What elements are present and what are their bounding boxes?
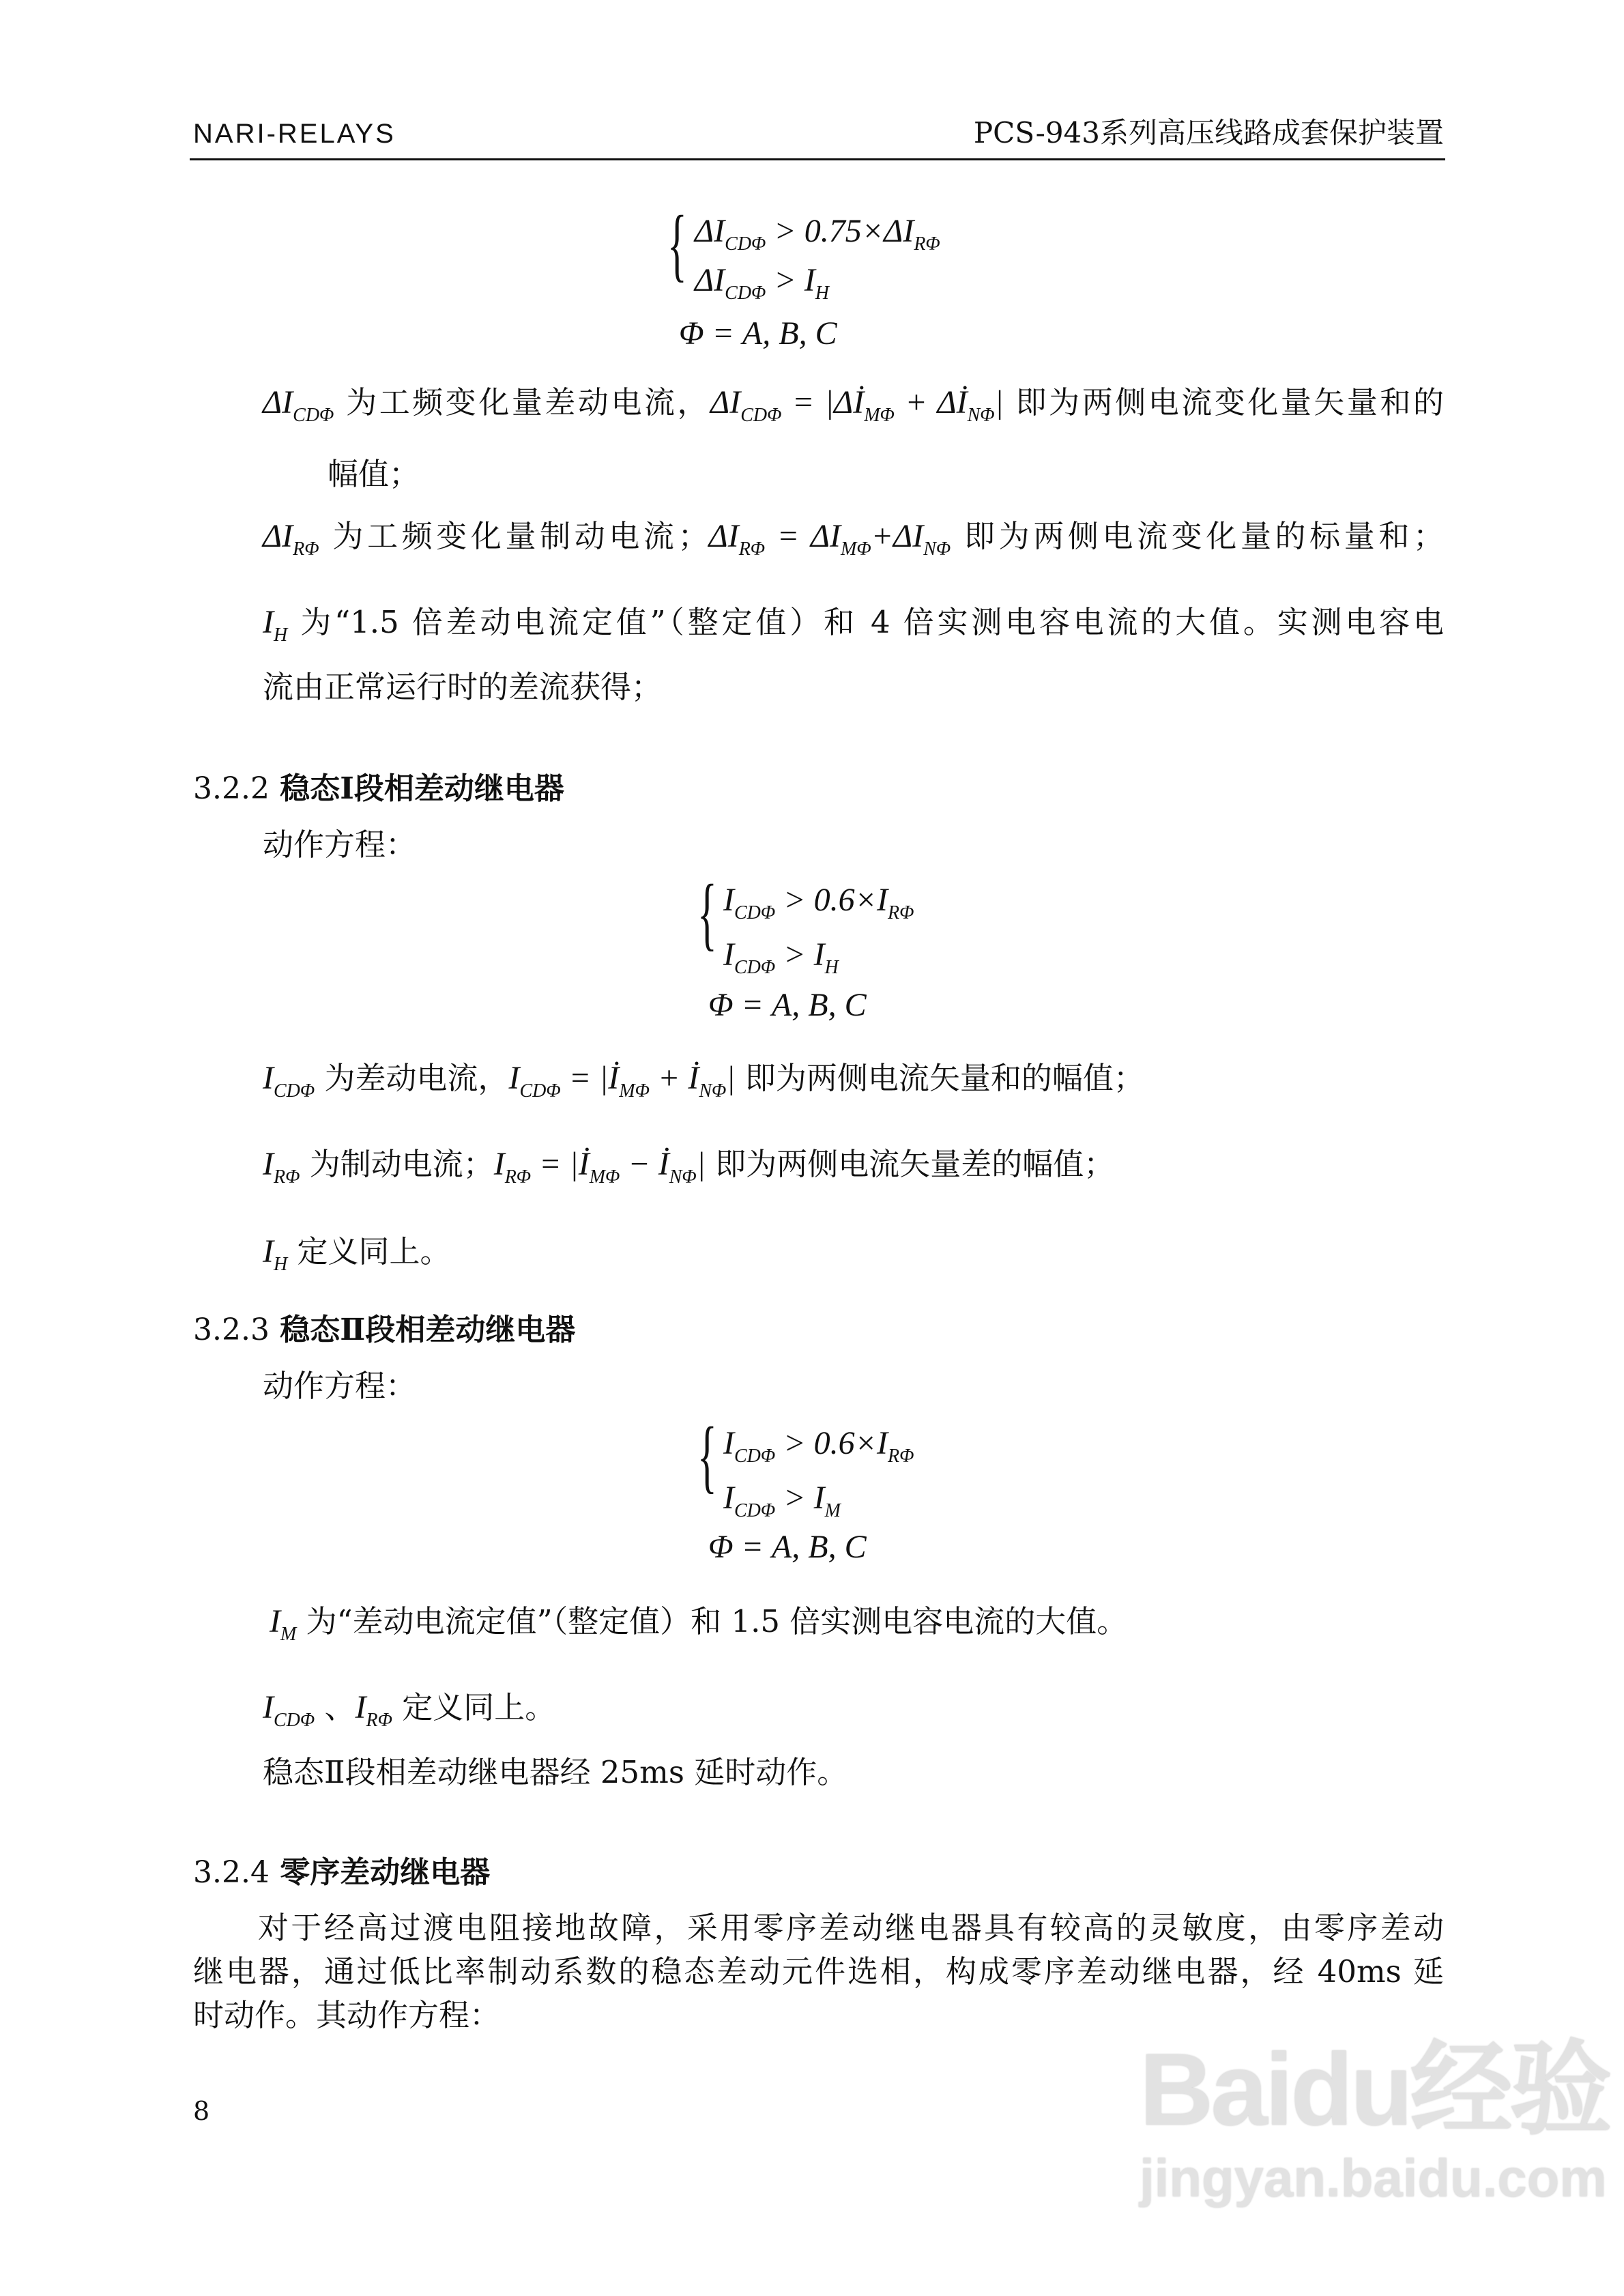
math-symbol: $I_{CD\Phi}$	[263, 1689, 315, 1731]
math-subscript: CDΦ	[519, 1080, 561, 1102]
math-symbol: $I_{CD\Phi}$	[723, 882, 776, 923]
math-symbol: |	[696, 1146, 706, 1182]
equation-line	[723, 1480, 841, 1521]
text-run: 动作方程：	[263, 827, 417, 863]
math-symbol: = $|İ_{M\Phi}$	[531, 1146, 620, 1188]
math-symbol: $I_H$	[263, 1233, 288, 1275]
math-symbol: $+\Delta I_{N\Phi}$	[871, 518, 951, 560]
text-run: 即为两侧电流变化量的标量和；	[951, 518, 1444, 554]
text-run: 动作方程：	[263, 1368, 417, 1404]
paragraph-line	[193, 1997, 501, 2033]
equation-line	[723, 936, 839, 978]
math-subscript: CDΦ	[725, 283, 766, 304]
math-symbol: |	[994, 384, 1004, 420]
watermark-logo: Baidu经验	[1140, 2032, 1610, 2147]
math-symbol: − $İ_{N\Phi}$	[620, 1146, 697, 1188]
section-heading-3-2-2	[193, 771, 564, 806]
math-symbol: > $I_H$	[775, 936, 839, 978]
math-subscript: RΦ	[504, 1166, 532, 1188]
math-symbol: = $|İ_{M\Phi}$	[560, 1060, 650, 1102]
math-subscript: RΦ	[914, 233, 940, 255]
text-run: 定义同上。	[287, 1233, 451, 1269]
math-symbol: $\Delta I_{CD\Phi}$	[710, 384, 782, 426]
section-title: 稳态Ⅰ段相差动继电器	[280, 771, 564, 806]
definition-line	[270, 1603, 1128, 1645]
math-subscript: NΦ	[669, 1166, 697, 1188]
math-symbol: $\Delta I_{CD\Phi}$	[695, 262, 766, 304]
equation-line	[679, 315, 837, 350]
math-subscript: MΦ	[864, 405, 895, 426]
definition-line	[263, 518, 1444, 560]
header-product-title: PCS-943系列高压线路成套保护装置	[973, 116, 1444, 149]
text-run: 继电器，通过低比率制动系数的稳态差动元件选相，构成零序差动继电器，经 40ms 延	[193, 1953, 1444, 1990]
equation-line	[723, 882, 914, 923]
math-subscript: MΦ	[619, 1080, 650, 1102]
math-symbol: Φ = A, B, C	[708, 987, 867, 1023]
paragraph-line	[258, 1910, 1444, 1946]
math-symbol: |	[726, 1060, 736, 1096]
text-run: 、	[315, 1689, 356, 1725]
equation-brace: {	[667, 199, 687, 289]
intro-line	[263, 1368, 417, 1404]
equation-brace: {	[697, 867, 717, 958]
math-subscript: M	[280, 1624, 297, 1645]
equation-line	[695, 262, 829, 304]
text-run: 为差动电流，	[315, 1060, 509, 1096]
text-run: 为工频变化量差动电流，	[334, 384, 711, 420]
text-run: 即为两侧电流矢量差的幅值；	[705, 1146, 1115, 1182]
text-run: 为“1.5 倍差动电流定值”（整定值）和 4 倍实测电容电流的大值。实测电容电	[287, 604, 1444, 640]
math-symbol: $\Delta I_{R\Phi}$	[708, 518, 766, 560]
text-run: 流由正常运行时的差流获得；	[263, 669, 663, 705]
math-symbol: $I_{R\Phi}$	[355, 1689, 392, 1731]
section-number: 3.2.3	[193, 1312, 270, 1347]
math-symbol: $\Delta I_{CD\Phi}$	[695, 213, 766, 255]
header-brand: NARI-RELAYS	[193, 119, 396, 149]
math-symbol: Φ = A, B, C	[708, 1529, 867, 1565]
math-symbol: + $İ_{N\Phi}$	[649, 1060, 727, 1102]
math-symbol: > $I_H$	[766, 262, 829, 304]
math-symbol: > $0.75\times\Delta I_{R\Phi}$	[766, 213, 940, 255]
text-run: 定义同上。	[392, 1689, 556, 1725]
math-subscript: CDΦ	[725, 233, 766, 255]
math-symbol: $I_{CD\Phi}$	[263, 1060, 315, 1102]
math-symbol: $I_{CD\Phi}$	[723, 1480, 776, 1521]
math-subscript: CDΦ	[734, 902, 776, 923]
math-symbol: $I_{CD\Phi}$	[723, 1425, 776, 1467]
math-subscript: CDΦ	[734, 957, 776, 978]
section-heading-3-2-4	[193, 1855, 491, 1890]
math-subscript: MΦ	[589, 1166, 620, 1188]
math-subscript: MΦ	[841, 539, 871, 560]
text-run: 即为两侧电流变化量矢量和的	[1003, 384, 1444, 420]
paragraph-line	[193, 1953, 1444, 1990]
page-number: 8	[193, 2096, 210, 2126]
math-subscript: M	[824, 1500, 841, 1521]
math-subscript: RΦ	[293, 539, 319, 560]
header-divider	[190, 158, 1445, 160]
math-subscript: CDΦ	[734, 1446, 776, 1467]
math-symbol: = $|\Delta İ_{M\Phi}$	[781, 384, 895, 426]
math-subscript: CDΦ	[273, 1080, 315, 1102]
math-symbol: Φ = A, B, C	[679, 315, 837, 351]
math-symbol: + $\Delta İ_{N\Phi}$	[894, 384, 995, 426]
definition-line	[263, 1233, 451, 1275]
math-subscript: RΦ	[738, 539, 766, 560]
watermark-url: jingyan.baidu.com	[1140, 2148, 1607, 2208]
math-subscript: RΦ	[366, 1710, 392, 1731]
math-subscript: NΦ	[923, 539, 951, 560]
math-subscript: RΦ	[887, 902, 914, 923]
definition-line	[263, 384, 1444, 426]
definition-line	[263, 1689, 556, 1731]
equation-line	[708, 987, 867, 1022]
math-symbol: $I_{CD\Phi}$	[508, 1060, 561, 1102]
definition-line	[263, 1060, 1144, 1102]
math-subscript: RΦ	[887, 1446, 914, 1467]
section-title: 零序差动继电器	[280, 1855, 491, 1890]
definition-line	[263, 1146, 1115, 1188]
text-run: 即为两侧电流矢量和的幅值；	[735, 1060, 1144, 1096]
math-symbol: = $\Delta I_{M\Phi}$	[765, 518, 871, 560]
equation-line	[708, 1529, 867, 1564]
equation-line	[723, 1425, 914, 1467]
math-subscript: NΦ	[699, 1080, 727, 1102]
baidu-jingyan-watermark	[1140, 2007, 1610, 2209]
definition-line	[263, 669, 663, 705]
math-symbol: $I_{CD\Phi}$	[723, 936, 776, 978]
math-symbol: $\Delta I_{CD\Phi}$	[263, 384, 334, 426]
math-subscript: CDΦ	[273, 1710, 315, 1731]
definition-line	[328, 456, 420, 492]
math-subscript: H	[815, 283, 829, 304]
equation-brace: {	[697, 1410, 717, 1501]
section-title: 稳态Ⅱ段相差动继电器	[280, 1312, 576, 1347]
math-subscript: NΦ	[967, 405, 995, 426]
text-run: 稳态Ⅱ段相差动继电器经 25ms 延时动作。	[263, 1754, 848, 1790]
math-symbol: $\Delta I_{R\Phi}$	[263, 518, 319, 560]
math-subscript: CDΦ	[734, 1500, 776, 1521]
definition-line	[263, 1754, 848, 1790]
text-run: 时动作。其动作方程：	[193, 1997, 501, 2033]
equation-line	[695, 213, 940, 255]
text-run: 为“差动电流定值”（整定值）和 1.5 倍实测电容电流的大值。	[296, 1603, 1128, 1639]
math-subscript: CDΦ	[293, 405, 334, 426]
math-symbol: $I_{R\Phi}$	[493, 1146, 532, 1188]
math-symbol: > $0.6\times I_{R\Phi}$	[775, 1425, 914, 1467]
section-heading-3-2-3	[193, 1312, 576, 1347]
math-symbol: $I_H$	[263, 604, 288, 646]
text-run: 为工频变化量制动电流；	[319, 518, 709, 554]
math-symbol: > $I_M$	[775, 1480, 841, 1521]
text-run: 为制动电流；	[300, 1146, 494, 1182]
math-subscript: RΦ	[273, 1166, 300, 1188]
math-symbol: $I_{R\Phi}$	[263, 1146, 300, 1188]
intro-line	[263, 827, 417, 863]
text-run: 对于经高过渡电阻接地故障，采用零序差动继电器具有较高的灵敏度，由零序差动	[258, 1910, 1444, 1946]
section-number: 3.2.4	[193, 1855, 270, 1890]
section-number: 3.2.2	[193, 771, 270, 806]
math-subscript: H	[824, 957, 839, 978]
math-subscript: H	[273, 625, 288, 646]
definition-line	[263, 604, 1444, 646]
math-symbol: $I_M$	[270, 1603, 297, 1645]
math-subscript: H	[273, 1254, 288, 1275]
math-subscript: CDΦ	[740, 405, 782, 426]
math-symbol: > $0.6\times I_{R\Phi}$	[775, 882, 914, 923]
text-run: 幅值；	[328, 456, 420, 492]
